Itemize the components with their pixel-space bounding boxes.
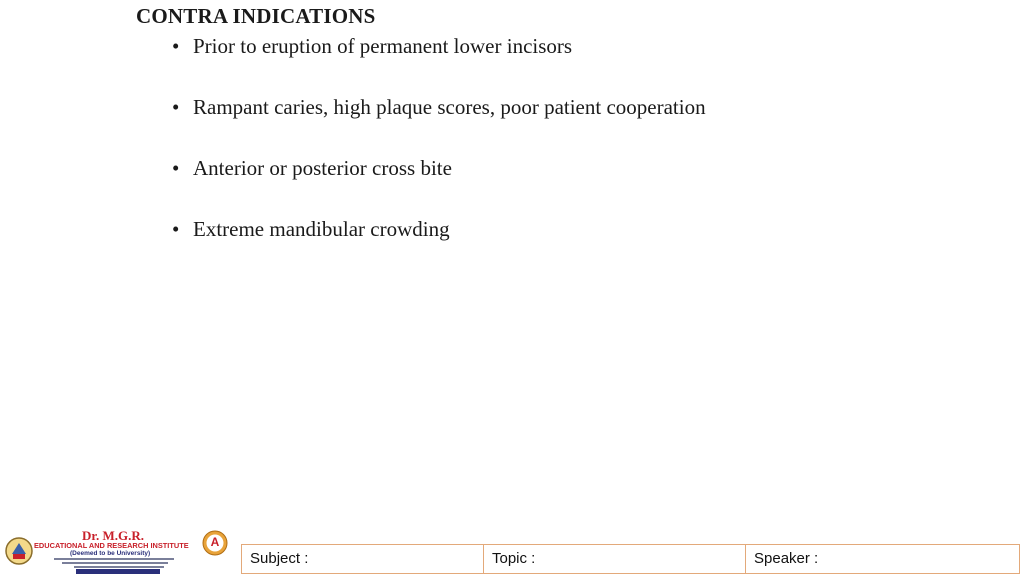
bullet-dot-icon: • (172, 217, 180, 241)
bullet-list (172, 30, 706, 274)
bullet-dot-icon: • (172, 95, 180, 119)
logo-fine-print (62, 562, 168, 564)
bullet-item: • Prior to eruption of permanent lower incisors (172, 30, 706, 62)
logo-banner (76, 569, 160, 574)
logo-name-line1: Dr. M.G.R. (82, 528, 144, 543)
institute-logo (4, 528, 230, 574)
subject-label: Subject : (250, 550, 309, 567)
speaker-field (745, 544, 1020, 574)
bullet-item: • Extreme mandibular crowding (172, 213, 706, 245)
bullet-item: • Anterior or posterior cross bite (172, 152, 706, 184)
bullet-item: • Rampant caries, high plaque scores, poor patient cooperation (172, 91, 706, 123)
slide-title: CONTRA INDICATIONS (136, 4, 376, 28)
topic-field (483, 544, 746, 574)
slide-footer (0, 526, 1024, 575)
logo-name-line3: (Deemed to be University) (70, 550, 151, 557)
badge-letter: A (210, 535, 220, 549)
crest-icon (4, 536, 34, 566)
logo-name-line2: EDUCATIONAL AND RESEARCH INSTITUTE (34, 541, 189, 550)
bullet-dot-icon: • (172, 156, 180, 180)
speaker-label: Speaker : (754, 550, 819, 567)
logo-fine-print (74, 566, 164, 568)
topic-label: Topic : (492, 550, 536, 567)
subject-field (241, 544, 484, 574)
logo-fine-print (54, 558, 174, 560)
bullet-dot-icon: • (172, 34, 180, 58)
